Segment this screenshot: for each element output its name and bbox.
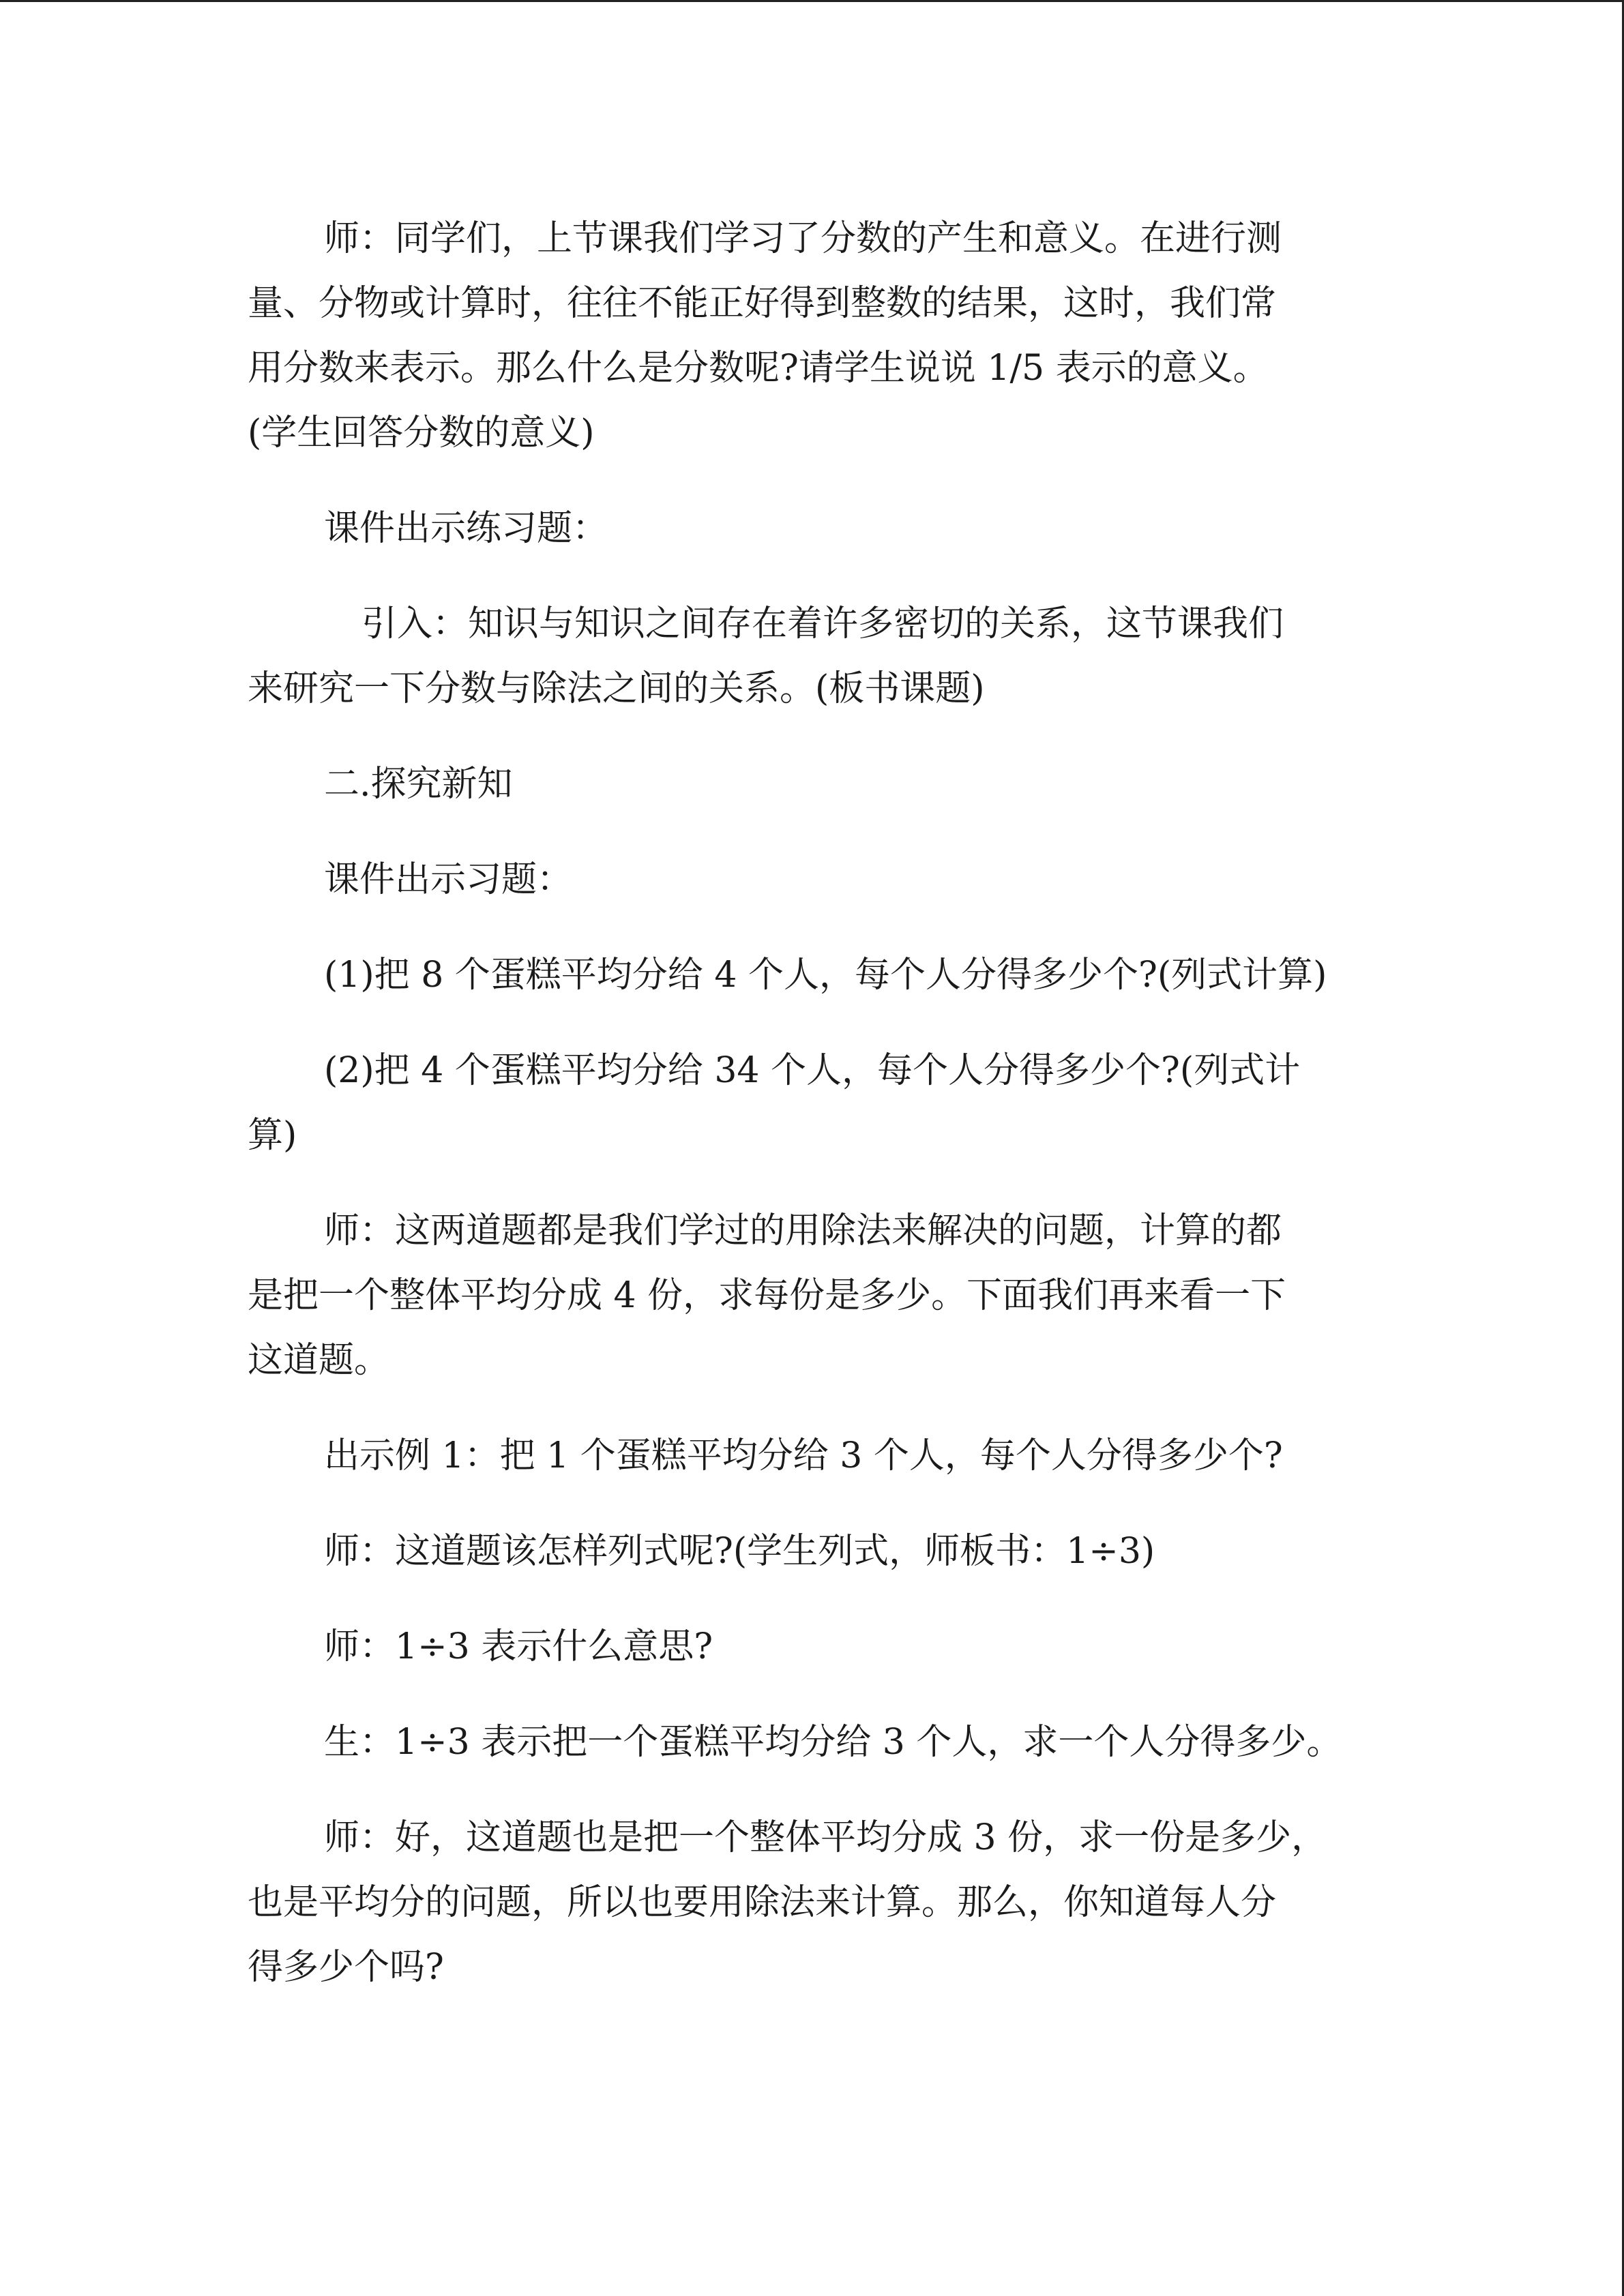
text-line: 师：同学们，上节课我们学习了分数的产生和意义。在进行测 xyxy=(324,218,1282,259)
section-heading xyxy=(248,752,1393,817)
paragraph-student-answer xyxy=(248,1710,1393,1775)
text-line: (学生回答分数的意义) xyxy=(248,413,595,453)
exercise-item-1 xyxy=(248,943,1393,1008)
text-line: 这道题。 xyxy=(248,1340,390,1381)
text-line: 用分数来表示。那么什么是分数呢?请学生说说 1/5 表示的意义。 xyxy=(248,348,1269,389)
text-line: 算) xyxy=(248,1115,297,1156)
text-line: 师：这道题该怎样列式呢?(学生列式，师板书：1÷3) xyxy=(324,1531,1155,1572)
text-line: 来研究一下分数与除法之间的关系。(板书课题) xyxy=(248,668,985,709)
text-line: 课件出示习题： xyxy=(324,859,573,900)
text-line: 得多少个吗? xyxy=(248,1947,444,1988)
text-line: 是把一个整体平均分成 4 份，求每份是多少。下面我们再来看一下 xyxy=(248,1275,1286,1316)
text-line: 师：好，这道题也是把一个整体平均分成 3 份，求一份是多少， xyxy=(324,1817,1327,1858)
text-line: 师：这两道题都是我们学过的用除法来解决的问题，计算的都 xyxy=(324,1210,1282,1251)
text-line: (2)把 4 个蛋糕平均分给 34 个人，每个人分得多少个?(列式计 xyxy=(324,1050,1301,1091)
paragraph-teacher-intro xyxy=(248,207,1393,466)
text-line: 课件出示练习题： xyxy=(324,508,608,549)
document-body xyxy=(248,207,1393,2031)
paragraph-introduction xyxy=(248,592,1393,721)
text-line: 量、分物或计算时，往往不能正好得到整数的结果，这时，我们常 xyxy=(248,283,1277,324)
text-line: 引入：知识与知识之间存在着许多密切的关系，这节课我们 xyxy=(361,603,1284,644)
text-line: 出示例 1：把 1 个蛋糕平均分给 3 个人，每个人分得多少个? xyxy=(324,1435,1283,1476)
paragraph-exercise-prompt-2 xyxy=(248,848,1393,912)
example-1 xyxy=(248,1424,1393,1489)
text-line: 也是平均分的问题，所以也要用除法来计算。那么，你知道每人分 xyxy=(248,1882,1277,1923)
paragraph-teacher-question-2 xyxy=(248,1615,1393,1680)
text-line: 二.探究新知 xyxy=(324,764,513,805)
paragraph-teacher-explanation xyxy=(248,1199,1393,1393)
paragraph-exercise-prompt xyxy=(248,496,1393,561)
paragraph-teacher-question xyxy=(248,1519,1393,1584)
text-line: 生：1÷3 表示把一个蛋糕平均分给 3 个人，求一个人分得多少。 xyxy=(324,1722,1342,1763)
exercise-item-2 xyxy=(248,1039,1393,1168)
text-line: 师：1÷3 表示什么意思? xyxy=(324,1626,713,1667)
paragraph-teacher-summary xyxy=(248,1806,1393,2000)
text-line: (1)把 8 个蛋糕平均分给 4 个人，每个人分得多少个?(列式计算) xyxy=(324,955,1327,996)
